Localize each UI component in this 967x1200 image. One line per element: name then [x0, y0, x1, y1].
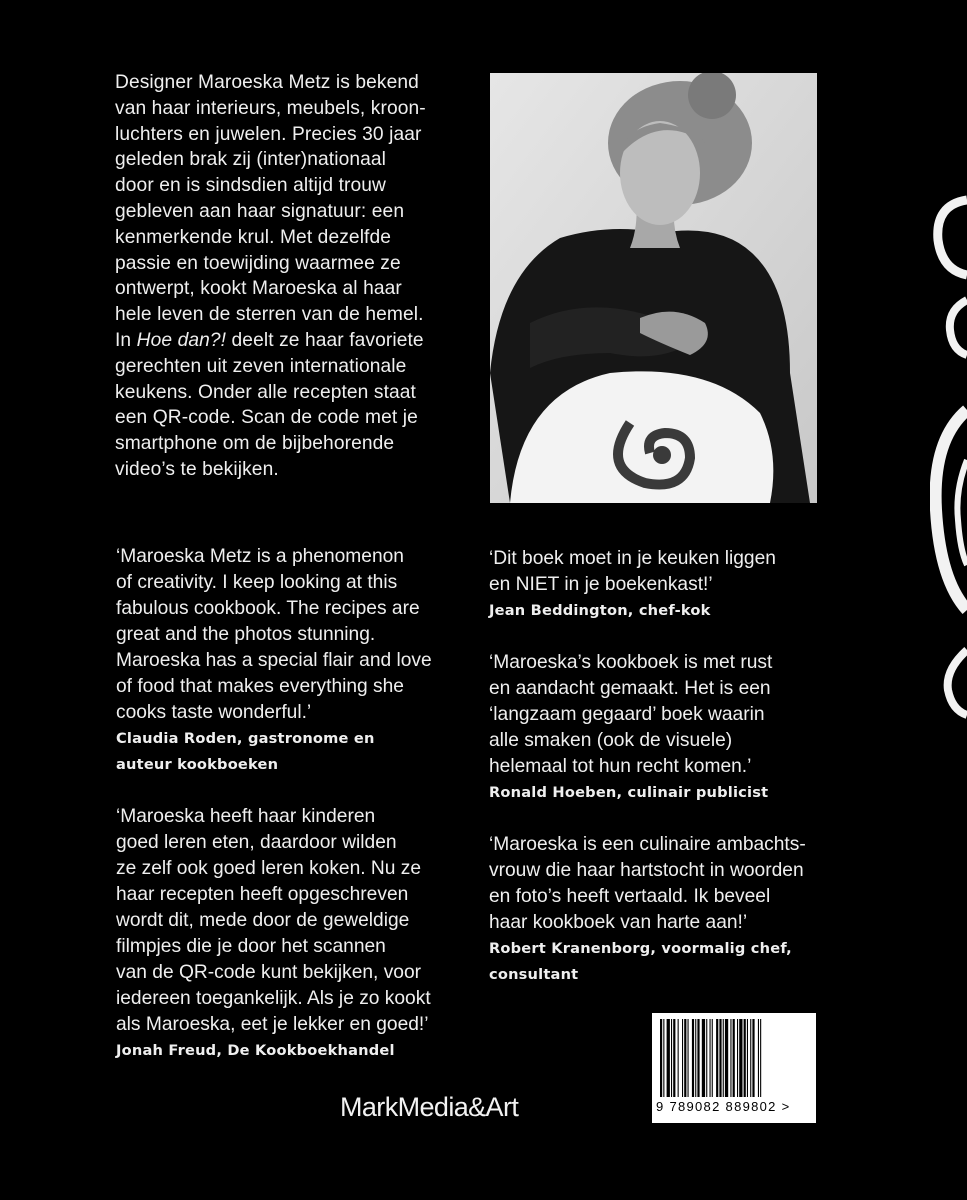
quote-ronald-hoeben — [489, 650, 772, 806]
barcode-bar — [752, 1019, 754, 1097]
intro-line-with-title — [115, 328, 465, 354]
barcode-bar — [695, 1019, 696, 1097]
intro-line: gebleven aan haar signatuur: een — [115, 200, 405, 222]
barcode-bar — [730, 1019, 731, 1097]
intro-suffix: deelt ze haar favoriete — [226, 329, 424, 351]
quote-line: en foto’s heeft vertaald. Ik beveel — [489, 886, 771, 907]
quote-line: ze zelf ook goed leren koken. Nu ze — [116, 858, 422, 879]
quote-jonah-freud — [116, 804, 431, 1064]
barcode-bar — [712, 1019, 713, 1097]
barcode-bar — [688, 1019, 689, 1097]
quote-author: Jean Beddington, chef-kok — [489, 602, 711, 619]
barcode-bar — [719, 1019, 721, 1097]
isbn-number: 9 789082 889802 > — [656, 1099, 791, 1114]
intro-line: hele leven de sterren van de hemel. — [115, 304, 424, 326]
quote-line: helemaal tot hun recht komen.’ — [489, 756, 752, 777]
barcode-bar — [710, 1019, 711, 1097]
intro-line: Designer Maroeska Metz is bekend — [115, 72, 419, 93]
barcode-bar — [702, 1019, 705, 1097]
barcode-bar — [747, 1019, 748, 1097]
barcode-bar — [706, 1019, 707, 1097]
intro-line: passie en toewijding waarmee ze — [115, 252, 401, 274]
barcode-bar — [750, 1019, 751, 1097]
intro-prefix: In — [115, 329, 137, 351]
quote-author: Ronald Hoeben, culinair publicist — [489, 784, 769, 801]
quote-line: alle smaken (ook de visuele) — [489, 730, 733, 751]
quote-line: of food that makes everything she — [116, 676, 404, 697]
quote-line: ‘Maroeska Metz is a phenomenon — [116, 546, 404, 567]
intro-line: smartphone om de bijbehorende — [115, 433, 395, 455]
quote-claudia-roden — [116, 544, 432, 778]
barcode-bar — [684, 1019, 686, 1097]
author-portrait-photo — [490, 73, 817, 503]
quote-line: ‘Dit boek moet in je keuken liggen — [489, 548, 776, 569]
intro-line: gerechten uit zeven internationale — [115, 355, 407, 377]
quote-robert-kranenborg — [489, 832, 806, 988]
barcode-bar — [673, 1019, 675, 1097]
barcode-bar — [739, 1019, 742, 1097]
barcode-bar — [692, 1019, 694, 1097]
intro-line: door en is sindsdien altijd trouw — [115, 175, 387, 197]
quote-line: haar kookboek van harte aan!’ — [489, 912, 748, 933]
quote-author: consultant — [489, 966, 579, 983]
quote-line: haar recepten heeft opgeschreven — [116, 884, 409, 905]
swirl-art-icon — [930, 180, 967, 720]
quote-line: als Maroeska, eet je lekker en goed!’ — [116, 1014, 429, 1035]
barcode-bar — [725, 1019, 728, 1097]
quote-line: iedereen toegankelijk. Als je zo kookt — [116, 988, 431, 1009]
barcode-bar — [737, 1019, 738, 1097]
quote-line: en NIET in je boekenkast!’ — [489, 574, 713, 595]
barcode-bar — [682, 1019, 683, 1097]
intro-line: luchters en juwelen. Precies 30 jaar — [115, 123, 422, 145]
barcode-bars — [660, 1019, 808, 1097]
quote-line: vrouw die haar hartstocht in woorden — [489, 860, 804, 881]
quote-line: cooks taste wonderful.’ — [116, 702, 312, 723]
intro-line: keukens. Onder alle recepten staat — [115, 381, 416, 403]
quote-author: Claudia Roden, gastronome en — [116, 730, 375, 747]
quote-line: wordt dit, mede door de geweldige — [116, 910, 410, 931]
barcode-bar — [663, 1019, 664, 1097]
quote-line: en aandacht gemaakt. Het is een — [489, 678, 771, 699]
barcode-bar — [733, 1019, 735, 1097]
quote-line: ‘Maroeska heeft haar kinderen — [116, 806, 376, 827]
quote-author: Robert Kranenborg, voormalig chef, — [489, 940, 792, 957]
quote-jean-beddington — [489, 546, 776, 624]
quote-line: ‘langzaam gegaard’ boek waarin — [489, 704, 765, 725]
barcode-bar — [744, 1019, 746, 1097]
quote-author: auteur kookboeken — [116, 756, 279, 773]
intro-line: ontwerpt, kookt Maroeska al haar — [115, 278, 402, 300]
barcode-bar — [697, 1019, 699, 1097]
barcode-bar — [723, 1019, 724, 1097]
quote-line: ‘Maroeska’s kookboek is met rust — [489, 652, 773, 673]
quote-line: Maroeska has a special flair and love — [116, 650, 432, 671]
quote-line: ‘Maroeska is een culinaire ambachts- — [489, 834, 806, 855]
barcode-bar — [760, 1019, 761, 1097]
isbn-barcode — [652, 1013, 816, 1123]
intro-line: een QR-code. Scan de code met je — [115, 407, 418, 429]
quote-line: filmpjes die je door het scannen — [116, 936, 386, 957]
quote-line: of creativity. I keep looking at this — [116, 572, 398, 593]
quote-line: van de QR-code kunt bekijken, voor — [116, 962, 422, 983]
barcode-bar — [716, 1019, 718, 1097]
intro-line: geleden brak zij (inter)nationaal — [115, 149, 387, 171]
quote-line: great and the photos stunning. — [116, 624, 376, 645]
publisher-logo: MarkMedia&Art — [340, 1092, 519, 1122]
barcode-bar — [758, 1019, 759, 1097]
barcode-bar — [678, 1019, 679, 1097]
quote-line: fabulous cookbook. The recipes are — [116, 598, 420, 619]
intro-line: van haar interieurs, meubels, kroon- — [115, 97, 426, 119]
intro-line: video’s te bekijken. — [115, 458, 279, 480]
intro-paragraph — [115, 70, 465, 483]
quote-author: Jonah Freud, De Kookboekhandel — [116, 1042, 395, 1059]
quote-line: goed leren eten, daardoor wilden — [116, 832, 397, 853]
barcode-bar — [660, 1019, 662, 1097]
barcode-bar — [667, 1019, 670, 1097]
intro-line: kenmerkende krul. Met dezelfde — [115, 226, 392, 248]
book-title: Hoe dan?! — [136, 329, 227, 351]
barcode-bar — [671, 1019, 672, 1097]
